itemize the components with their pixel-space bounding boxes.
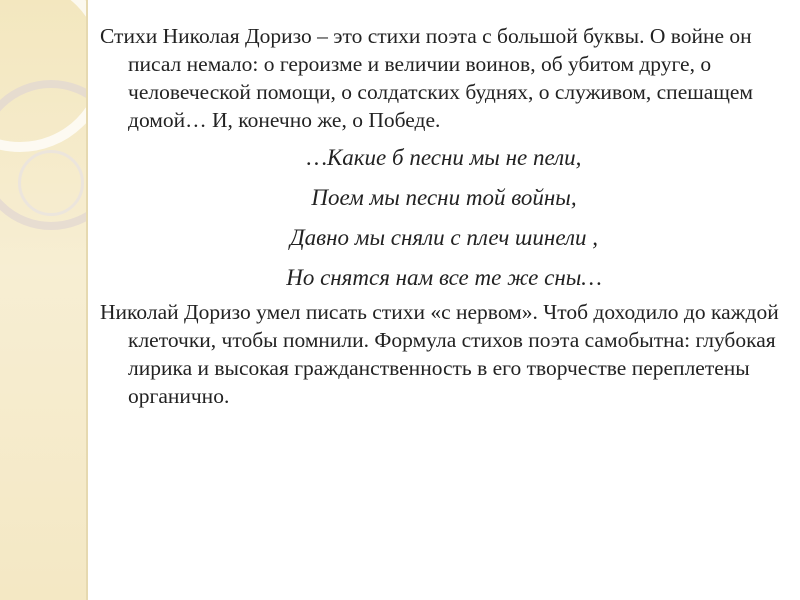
slide-content (100, 22, 788, 410)
closing-paragraph: Николай Доризо умел писать стихи «с нервом». Чтоб доходило до каждой клеточки, чтобы помнили. Формула стихов поэта самобытна: глубокая лирика и высокая гражданственность в его творчестве переплетены органично. (100, 300, 779, 408)
sidebar-divider (86, 0, 88, 600)
poem-line: Поем мы песни той войны, (311, 185, 577, 210)
poem-line: Давно мы сняли с плеч шинели , (290, 225, 598, 250)
poem-quote (100, 138, 788, 298)
poem-line: …Какие б песни мы не пели, (306, 145, 582, 170)
decorative-sidebar (0, 0, 86, 600)
decorative-ring-small (18, 150, 84, 216)
intro-paragraph: Стихи Николая Доризо – это стихи поэта с большой буквы. О войне он писал немало: о героизме и величии воинов, об убитом друге, о человеческой помощи, о солдатских буднях, о служивом, спешащем домой… И, конечно же, о Победе. (100, 24, 754, 132)
poem-line: Но снятся нам все те же сны… (286, 265, 602, 290)
